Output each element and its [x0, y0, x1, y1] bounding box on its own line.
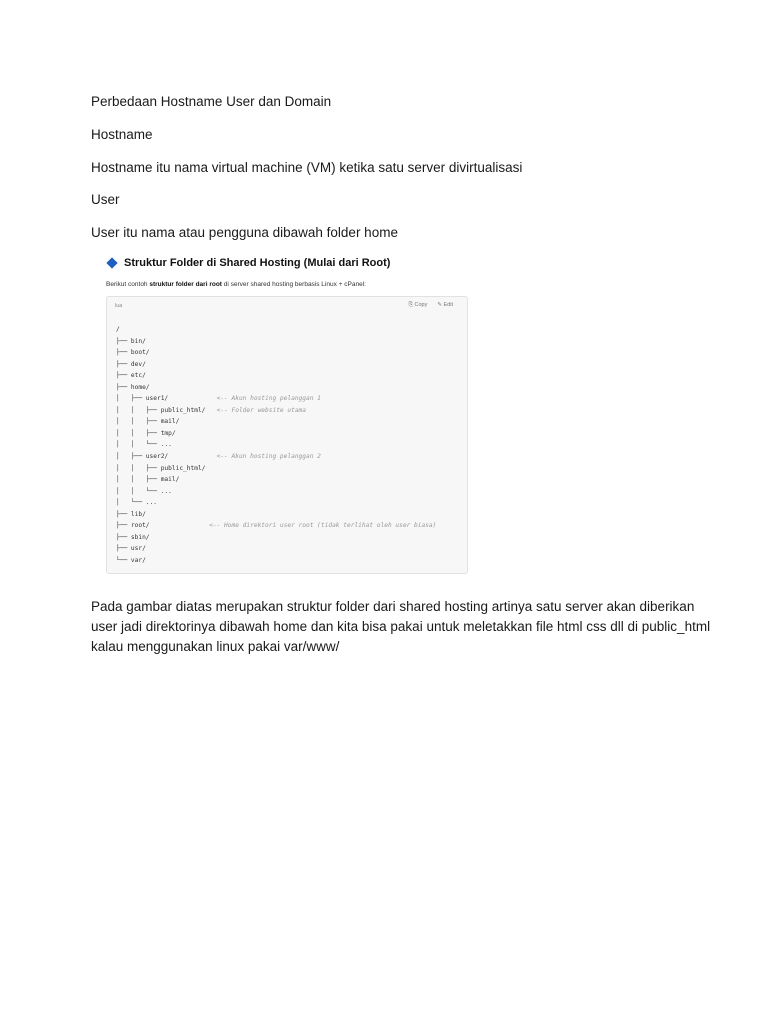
tree-path: /	[116, 326, 120, 333]
tree-line	[116, 451, 436, 463]
tree-line	[116, 359, 436, 371]
tree-path: │ │ ├── public_html/	[116, 464, 206, 472]
closing-line-2: user jadi direktorinya dibawah home dan kita bisa pakai untuk meletakkan file html css dll di public_html	[91, 619, 711, 634]
tree-line	[116, 370, 436, 382]
tree-path: ├── lib/	[116, 510, 146, 518]
tree-comment: <-- Akun hosting pelanggan 2	[216, 453, 321, 461]
tree-path: ├── home/	[116, 383, 150, 391]
tree-path: │ ├── user2/	[116, 453, 217, 461]
tree-line	[116, 520, 436, 532]
tree-path: ├── boot/	[116, 349, 150, 357]
code-actions	[409, 302, 453, 309]
tree-line	[116, 382, 436, 394]
heading-hostname: Hostname	[91, 127, 153, 142]
figure-heading	[108, 257, 390, 269]
tree-line	[116, 497, 436, 509]
tree-line	[116, 324, 436, 336]
tree-path: │ └── ...	[116, 499, 157, 507]
blue-diamond-icon	[106, 257, 117, 268]
tree-line	[116, 555, 436, 567]
tree-comment: <-- Home direktori user root (tidak terlihat oleh user biasa)	[209, 522, 437, 530]
tree-path: ├── etc/	[116, 372, 146, 380]
tree-path: └── var/	[116, 556, 146, 564]
tree-path: │ │ ├── public_html/	[116, 406, 217, 414]
edit-button[interactable]: ✎ Edit	[437, 302, 453, 308]
tree-path: ├── usr/	[116, 545, 146, 553]
tree-line	[116, 543, 436, 555]
heading-user: User	[91, 192, 120, 207]
tree-line	[116, 509, 436, 521]
tree-line	[116, 347, 436, 359]
tree-line	[116, 439, 436, 451]
tree-path: │ │ ├── mail/	[116, 476, 180, 484]
closing-paragraph	[91, 597, 711, 657]
tree-path: │ │ └── ...	[116, 487, 172, 495]
folder-tree	[116, 324, 436, 566]
tree-path: ├── bin/	[116, 337, 146, 345]
tree-path: │ │ └── ...	[116, 441, 172, 449]
figure-heading-text: Struktur Folder di Shared Hosting (Mulai dari Root)	[124, 257, 391, 269]
hostname-description: Hostname itu nama virtual machine (VM) ketika satu server divirtualisasi	[91, 160, 523, 175]
figure-intro	[106, 281, 366, 288]
tree-line	[116, 474, 436, 486]
figure-intro-bold: struktur folder dari root	[149, 281, 222, 288]
tree-path: ├── root/	[116, 522, 210, 530]
figure-intro-suffix: di server shared hosting berbasis Linux + cPanel:	[221, 281, 366, 288]
figure-intro-prefix: Berikut contoh	[106, 281, 150, 288]
embedded-screenshot-figure	[106, 255, 468, 575]
tree-line	[116, 532, 436, 544]
tree-path: │ ├── user1/	[116, 395, 217, 403]
tree-path: ├── sbin/	[116, 533, 150, 541]
user-description: User itu nama atau pengguna dibawah folder home	[91, 225, 398, 240]
tree-line	[116, 393, 436, 405]
closing-line-1: Pada gambar diatas merupakan struktur folder dari shared hosting artinya satu server akan diberikan	[91, 599, 695, 614]
code-block	[106, 296, 468, 574]
tree-line	[116, 336, 436, 348]
document-title-line: Perbedaan Hostname User dan Domain	[91, 94, 332, 109]
tree-line	[116, 486, 436, 498]
tree-line	[116, 428, 436, 440]
tree-comment: <-- Akun hosting pelanggan 1	[216, 395, 321, 403]
copy-button[interactable]: ⎘ Copy	[408, 302, 428, 308]
tree-comment: <-- Folder website utama	[216, 406, 306, 414]
tree-line	[116, 416, 436, 428]
tree-line	[116, 463, 436, 475]
tree-path: │ │ ├── mail/	[116, 418, 180, 426]
code-language-label: lua	[115, 303, 123, 309]
tree-path: ├── dev/	[116, 360, 146, 368]
tree-line	[116, 405, 436, 417]
closing-line-3: kalau menggunakan linux pakai var/www/	[91, 639, 340, 654]
tree-path: │ │ ├── tmp/	[116, 429, 176, 437]
